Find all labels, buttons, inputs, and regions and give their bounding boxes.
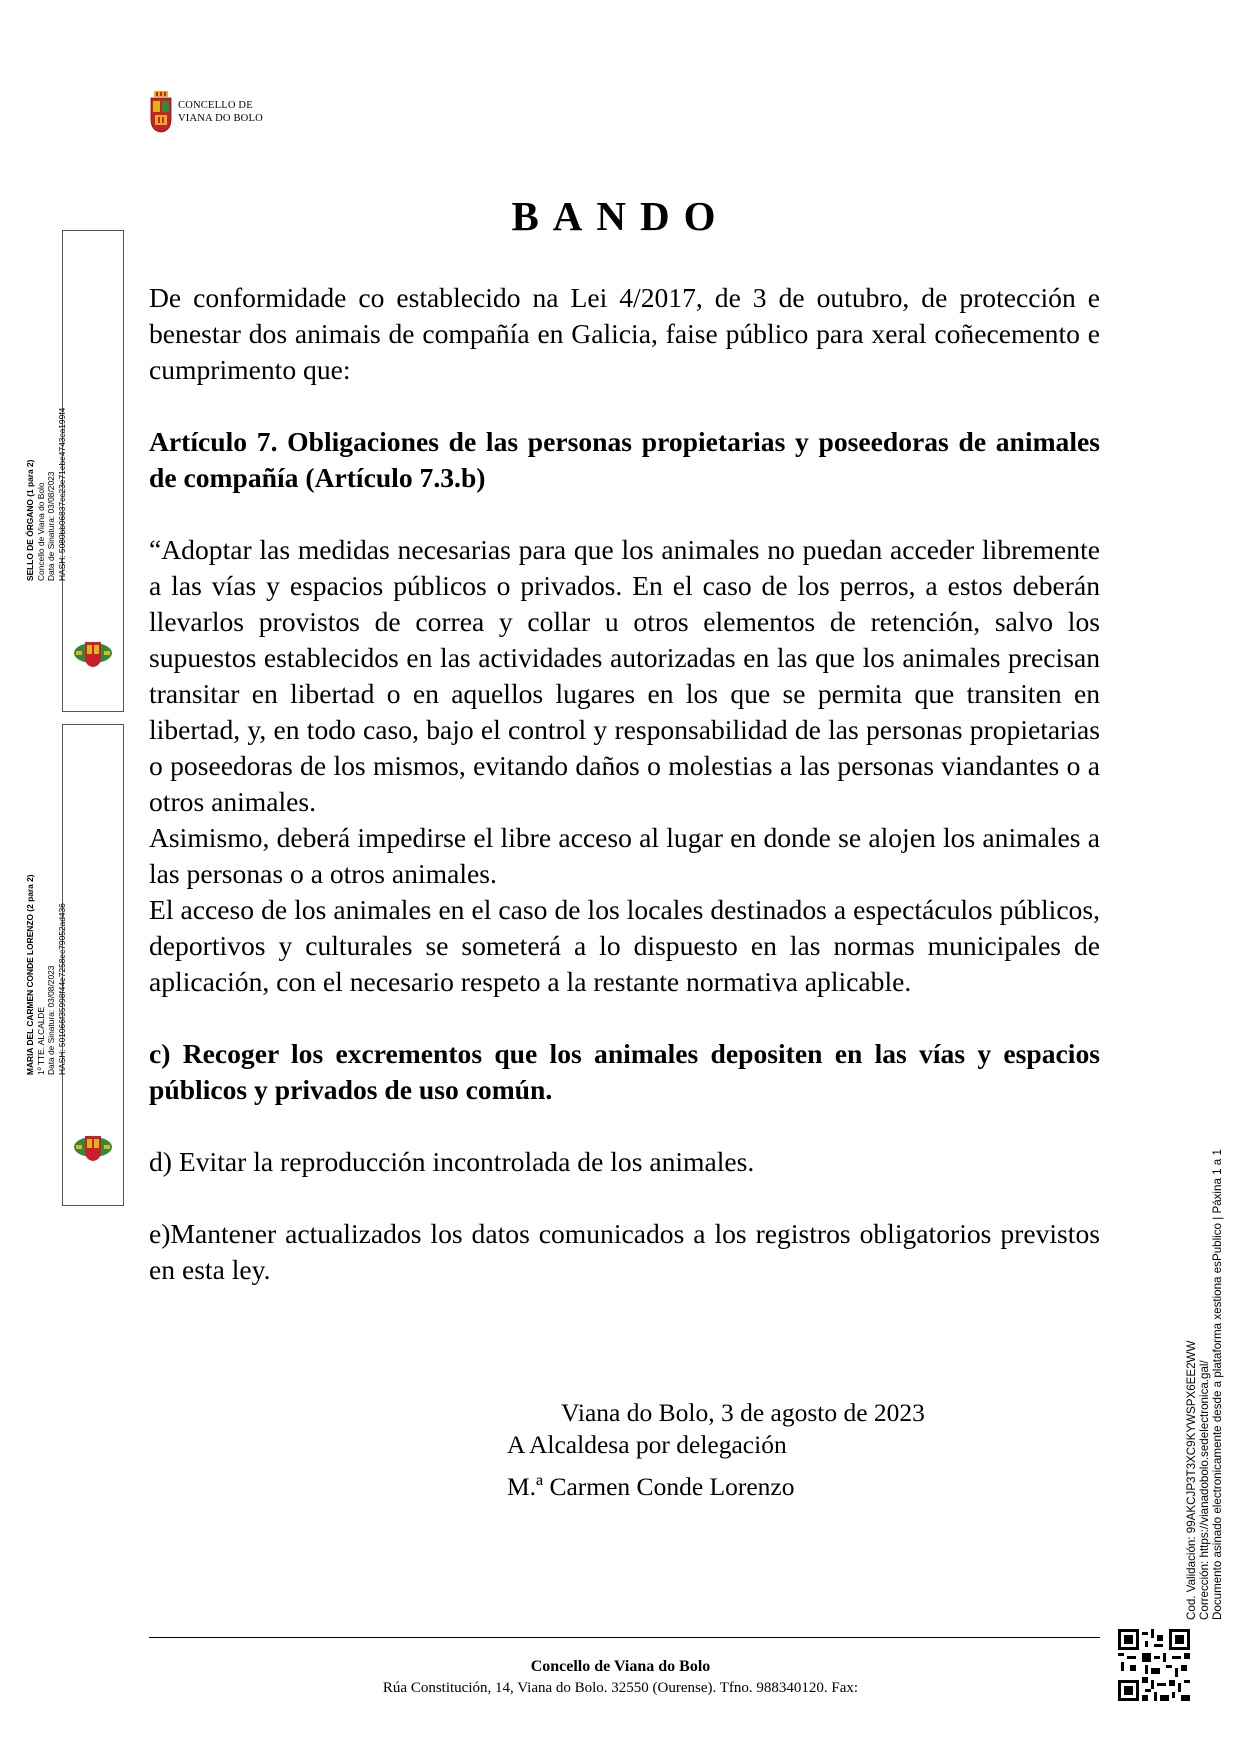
intro-paragraph: De conformidade co establecido na Lei 4/2017, de 3 de outubro, de protección e benestar dos animais de compañía en Galicia, faise público para xeral coñecemento e cumprimento que: (149, 282, 1100, 385)
stamp-2-title: MARIA DEL CARMEN CONDE LORENZO (2 para 2) (25, 874, 35, 1075)
article-heading: Artículo 7. Obligaciones de las personas propietarias y poseedoras de animales de compañía (Artículo 7.3.b) (149, 426, 1100, 493)
signature-stamp-1 (25, 230, 124, 712)
signature-role: A Alcaldesa por delegación (507, 1430, 787, 1459)
item-e: e)Mantener actualizados los datos comunicados a los registros obligatorios previstos en esta ley. (149, 1218, 1100, 1285)
coat-of-arms-icon (150, 91, 172, 133)
validation-code: Cod. Validación: 99AKCJP3T3XC9KYWSPX6EE2WW (1185, 1340, 1198, 1620)
stamp-1-line3: Data de Sinatura: 03/08/2023 (46, 471, 56, 581)
stamp-1-title: SELLO DE ÓRGANO (1 para 2) (25, 459, 35, 581)
stamp-1-line2: Concello de Viana do Bolo (35, 482, 46, 581)
quote-paragraph-1: “Adoptar las medidas necesarias para que los animales no puedan acceder libremente a las vías y espacios públicos o privados. En el caso de los perros, a estos deberán llevarlos provistos de correa y collar u otros elementos de retención, salvo los supuestos establecidos en las actividades autorizadas en las que los animales precisan transitar en libertad o en aquellos lugares en los que se permita que transiten en libertad, y, en todo caso, bajo el control y responsabilidad de las personas propietarias o poseedoras de los mismos, evitando daños o molestias a las personas viandantes o a otros animales. (149, 534, 1100, 817)
stamp-2-hash: HASH: 501066f35998f44e7258ec79052ad436 (56, 903, 67, 1075)
stamp-2-line2: 1º TTE. ALCALDE (35, 1006, 46, 1075)
quote-paragraph-2: Asimismo, deberá impedirse el libre acceso al lugar en donde se alojen los animales a las personas o a otros animales. (149, 822, 1100, 889)
validation-info (1185, 1105, 1224, 1620)
logo-line-1: CONCELLO DE (178, 100, 253, 111)
seal-icon (72, 1131, 114, 1163)
signature-block (507, 1397, 925, 1503)
signature-place-date: Viana do Bolo, 3 de agosto de 2023 (561, 1398, 925, 1427)
stamp-2-line3: Data de Sinatura: 03/08/2023 (46, 965, 56, 1075)
quote-paragraph-3: El acceso de los animales en el caso de los locales destinados a espectáculos públicos, deportivos y culturales se someterá a lo dispuesto en las normas municipales de aplicación, con el necesario respeto a la restante normativa aplicable. (149, 894, 1100, 997)
signature-name: M.ª Carmen Conde Lorenzo (507, 1472, 795, 1501)
validation-note: Documento asinado electronicamente desde a plataforma xestiona esPublico | Páxina 1 a 1 (1211, 1149, 1224, 1620)
header-logo (150, 91, 263, 133)
seal-icon (72, 637, 114, 669)
footer-address: Rúa Constitución, 14, Viana do Bolo. 32550 (Ourense). Tfno. 988340120. Fax: (382, 1680, 859, 1696)
qr-code-icon (1118, 1629, 1190, 1701)
logo-line-2: VIANA DO BOLO (178, 113, 263, 124)
signature-stamp-2 (25, 724, 124, 1206)
footer-organization: Concello de Viana do Bolo (530, 1658, 711, 1675)
stamp-1-hash: HASH: 5080bb06837cc23e71ebe4743ca199f4 (56, 407, 67, 581)
item-c: c) Recoger los excrementos que los animales depositen en las vías y espacios públicos y privados de uso común. (149, 1038, 1100, 1105)
document-title: BANDO (511, 193, 730, 239)
document-body (149, 280, 1100, 1288)
validation-url: Corrección: https://vianadobolo.sedelectronica.gal/ (1198, 1360, 1211, 1620)
footer-divider (149, 1637, 1100, 1638)
item-d: d) Evitar la reproducción incontrolada de los animales. (149, 1146, 755, 1177)
